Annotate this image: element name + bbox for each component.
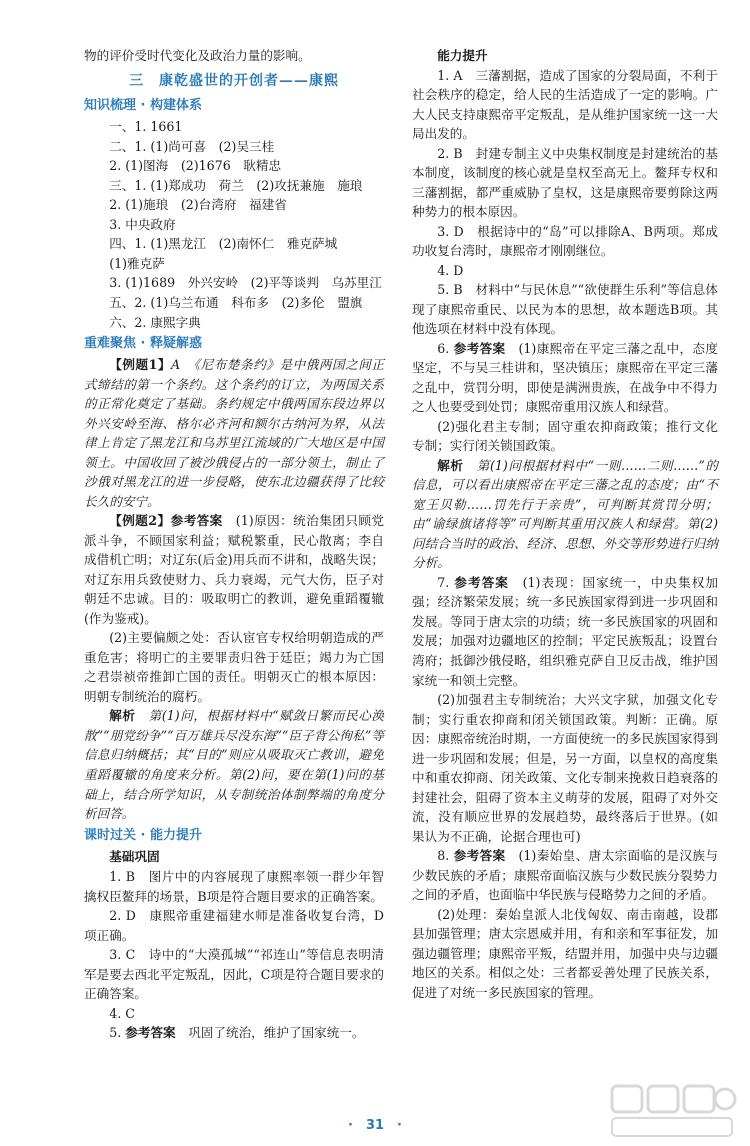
answer-item	[412, 846, 718, 905]
knowledge-line: 2. (1)图海 (2)1676 耿精忠	[109, 158, 282, 174]
answer-label: 参考答案	[125, 1025, 176, 1041]
answer-part: (2)处理：秦始皇派人北伐匈奴、南击南越，设郡县加强管理；唐太宗恩威并用，有和亲和军事征发，加强边疆管理；康熙帝平叛，结盟并用，加强中央与边疆地区的关系。相似之处：三者都妥善处理了民族关系，促进了对统一多民族国家的管理。	[412, 906, 718, 1000]
right-column	[412, 46, 718, 1002]
answer-label: 参考答案	[454, 574, 509, 590]
answer-number: 6.	[437, 340, 454, 356]
answer-part: (2)加强君主专制统治；大兴文字狱，加强文化专制；实行重农抑商和闭关锁国政策。判断：正确。原因：康熙帝统治时期，一方面使统一的多民族国家得到进一步巩固和发展；但是，另一方面，以皇权的高度集中和重农抑商、闭关政策、文化专制来挽救日趋衰落的封建社会，阻碍了资本主义萌芽的发展，阻碍了对外交流，没有顺应世界的发展趋势，最终落后于世界。(如果认为不正确，论据合理也可)	[412, 692, 718, 844]
answer-number: 5.	[109, 1025, 126, 1041]
example-2	[84, 511, 384, 628]
knowledge-line: 二、1. (1)尚可喜 (2)吴三桂	[109, 138, 275, 154]
example-2-answer-label: 参考答案	[170, 513, 223, 529]
section-heading-knowledge: 知识梳理 · 构建体系	[84, 98, 202, 114]
answer-item: 3. C 诗中的“大漠孤城”“祁连山”等信息表明清军是要去西北平定叛乱，因此，C项是符合题目要求的正确答案。	[84, 947, 384, 1002]
example-2-text: (1)原因：统治集团只顾党派斗争，不顾国家利益；赋税繁重，民心散离；李自成借机亡明；对辽东(后金)用兵而不讲和，战略失误；对辽东用兵致使财力、兵力衰竭，元气大伤，臣子对朝廷不忠诚。目的：吸取明亡的教训，避免重蹈覆辙(作为鉴戒)。	[84, 513, 385, 626]
watermark-logo-icon	[608, 1082, 738, 1140]
chapter-title: 三 康乾盛世的开创者——康熙	[129, 72, 339, 89]
answer-item: 2. D 康熙帝重建福建水师是准备收复台湾，D项正确。	[84, 908, 384, 943]
section-heading-focus: 重难聚焦 · 释疑解惑	[84, 336, 202, 352]
knowledge-line: (1)雅克萨	[109, 255, 165, 271]
knowledge-line: 五、2. (1)乌兰布通 科布多 (2)多伦 盟旗	[109, 294, 363, 310]
knowledge-line: 三、1. (1)郑成功 荷兰 (2)攻抚兼施 施琅	[109, 177, 363, 193]
answer-item: 5. B 材料中“与民休息”“欲使群生乐利”等信息体现了康熙帝重民、以民为本的思想，故本题选B项。其他选项在材料中没有体现。	[412, 282, 718, 337]
answer-item	[84, 1023, 384, 1043]
section-heading-practice: 课时过关 · 能力提升	[84, 827, 202, 843]
left-column	[84, 46, 384, 1043]
analysis-text: 第(1)问根据材料中“一则……二则……”的信息，可以看出康熙帝在平定三藩之乱的态度；由“不宽王贝勒……罚先行于亲贵”，可判断其赏罚分明；由“谕绿旗诸将等”可判断其重用汉族人和绿营。第(2)问结合当时的政治、经济、思想、外交等形势进行归纳分析。	[412, 457, 719, 571]
answer-item	[412, 339, 718, 417]
answer-part: (2)强化君主专制；固守重农抑商政策；推行文化专制；实行闭关锁国政策。	[412, 418, 718, 454]
analysis-label: 解析	[437, 457, 464, 473]
answer-number: 7.	[437, 574, 455, 590]
knowledge-line: 六、2. 康熙字典	[109, 314, 201, 330]
knowledge-line: 3. 中央政府	[109, 216, 176, 232]
example-1	[84, 355, 384, 511]
answer-item: 2. B 封建专制主义中央集权制度是封建统治的基本制度，该制度的核心就是皇权至高无上。鳌拜专权和三藩割据，都严重威胁了皇权，这是康熙帝要剪除这两种势力的根本原因。	[412, 145, 718, 220]
answer-item: 1. A 三藩割据，造成了国家的分裂局面，不利于社会秩序的稳定，给人民的生活造成了一定的影响。广大人民支持康熙帝平定叛乱，是从维护国家统一这一大局出发的。	[412, 67, 718, 142]
answer-text: (1)表现：国家统一，中央集权加强；经济繁荣发展；统一多民族国家得到进一步巩固和发展。等同于唐太宗的功绩；统一多民族国家的巩固和发展；加强对边疆地区的控制；平定民族叛乱；设置台湾府；抵御沙俄侵略，组织雅克萨自卫反击战，维护国家统一和领土完整。	[412, 574, 719, 688]
analysis-label: 解析	[109, 708, 136, 724]
example-2-label: 【例题2】	[109, 513, 171, 529]
page-number: · 31 ·	[348, 1118, 402, 1133]
knowledge-line: 一、1. 1661	[109, 119, 183, 135]
answer-text: (1)秦始皇、唐太宗面临的是汉族与少数民族的矛盾；康熙帝面临汉族与少数民族分裂势力之间的矛盾，也面临中华民族与侵略势力之间的矛盾。	[412, 848, 718, 903]
answer-number: 8.	[437, 848, 454, 864]
answer-item	[412, 573, 718, 690]
answer-item: 1. B 图片中的内容展现了康熙率领一群少年智擒权臣鳌拜的场景，B项是符合题目要求的正确答案。	[84, 869, 384, 904]
knowledge-line: 四、1. (1)黑龙江 (2)南怀仁 雅克萨城	[109, 236, 338, 252]
analysis-text: 第(1)问，根据材料中“赋敛日繁而民心涣散”“朋党纷争”“百万雄兵尽没东海”“臣子背公徇私”等信息归纳概括；其“目的”则应从吸取灭亡教训，避免重蹈覆辙的角度来分析。第(2)问，要在第(1)问的基础上，结合所学知识，从专制统治体制弊端的角度分析回答。	[84, 708, 384, 822]
answer-item: 4. D	[437, 262, 464, 278]
answer-text: (1)康熙帝在平定三藩之乱中，态度坚定，不与吴三桂讲和，坚决镇压；康熙帝在平定三藩之乱中，赏罚分明，即使是满洲贵族，在战争中不得力之人也要受到处罚；康熙帝重用汉族人和绿营。	[412, 340, 718, 415]
subheading-advanced: 能力提升	[437, 48, 488, 63]
answer-item: 3. D 根据诗中的“岛”可以排除A、B两项。郑成功收复台湾时，康熙帝才刚刚继位。	[412, 223, 718, 259]
knowledge-line: 3. (1)1689 外兴安岭 (2)平等谈判 乌苏里江	[109, 275, 382, 291]
answer-item: 4. C	[109, 1005, 135, 1021]
answer-label: 参考答案	[453, 340, 506, 356]
knowledge-line: 2. (1)施琅 (2)台湾府 福建省	[109, 197, 287, 213]
example-2-part2: (2)主要偏颇之处：否认宦官专权给明朝造成的严重危害；将明亡的主要罪责归咎于廷臣；竭力为亡国之君崇祯帝推卸亡国的责任。明朝灭亡的根本原因：明朝专制统治的腐朽。	[84, 630, 384, 704]
answer-text: 巩固了统治，维护了国家统一。	[188, 1025, 365, 1041]
example-1-label: 【例题1】	[109, 357, 172, 373]
example-1-text: A 《尼布楚条约》是中俄两国之间正式缔结的第一个条约。这个条约的订立，为两国关系的正常化奠定了基础。条约规定中俄两国东段边界以外兴安岭至海、格尔必齐河和额尔古纳河为界，从法律上肯定了黑龙江和乌苏里江流域的广大地区是中国领土。中国收回了被沙俄侵占的一部分领土，制止了沙俄对黑龙江的进一步侵略，使东北边疆获得了比较长久的安宁。	[84, 357, 385, 509]
answer-analysis	[412, 456, 718, 573]
example-2-analysis	[84, 706, 384, 823]
intro-line: 物的评价受时代变化及政治力量的影响。	[84, 48, 311, 63]
answer-label: 参考答案	[453, 848, 506, 864]
subheading-basic: 基础巩固	[109, 848, 160, 864]
